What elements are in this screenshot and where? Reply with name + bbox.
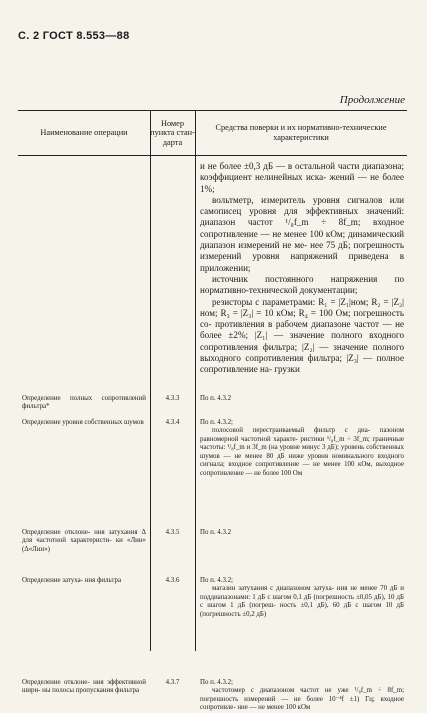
equipment-paragraph: По п. 4.3.2 <box>200 395 232 402</box>
equipment-cell <box>200 419 404 478</box>
clause-number: 4.3.3 <box>165 395 180 402</box>
equipment-paragraph: По п. 4.3.2; <box>200 679 233 686</box>
page-header: С. 2 ГОСТ 8.553—88 <box>18 30 130 42</box>
continued-equipment-cell <box>200 161 404 376</box>
equipment-cell <box>200 529 404 537</box>
column-header-equipment: Средства поверки и их нормативно-технические характеристики <box>215 123 387 142</box>
equipment-paragraph: полосовой перестраиваемый фильтр с диа- пазоном равномерной частотной характе- ристики ¹/₈f_m ÷ 3f_m; граничные частоты: ¹/₈f_m и 3f_m (на уровне минус 3 дБ); уровень собственных шумов — не менее 80 дБ ниже уровня номинального входного сигнала; входное сопротивление — не менее 100 кОм, выходное сопротивление — не более 100 Ом <box>200 427 404 477</box>
equipment-cell <box>200 395 404 403</box>
operation-name: Определение отклоне- ния эффективной шири- ны полосы пропускания фильтра <box>22 679 146 695</box>
equipment-paragraph: вольтметр, измеритель уровня сигналов или самописец уровня для эффективных значений: диапазон частот ¹/₈f_m ÷ 8f_m; входное сопротивление — не менее 100 кОм; динамический диапазон измерений не ме- нее 75 дБ; погрешность измерений уровня напряжений приведена в приложении; <box>200 194 404 273</box>
requirements-table <box>18 110 407 712</box>
clause-number: 4.3.4 <box>165 419 180 426</box>
operation-name: Определение затуха- ния фильтра <box>22 577 122 584</box>
column-header-operation: Наименование операции <box>40 128 128 138</box>
clause-number: 4.3.6 <box>165 577 180 584</box>
equipment-paragraph: магазин затухания с диапазоном затуха- ния не менее 70 дБ и поддиапазонами: 1 дБ с шагом 0,1 дБ (погрешность ±0,05 дБ), 10 дБ с шагом 1 дБ (погреш- ность ±0,1 дБ), 60 дБ с шагом 10 дБ (погрешность ±0,2 дБ) <box>200 585 404 618</box>
continuation-label: Продолжение <box>339 94 405 106</box>
header-divider <box>18 155 407 156</box>
operation-name: Определение отклоне- ния затухания Δ для частотной характеристи- ки «Лин» (Δ«Лин») <box>22 529 146 553</box>
equipment-paragraph: источник постоянного напряжения по нормативно-технической документации; <box>200 273 404 296</box>
equipment-paragraph: По п. 4.3.2; <box>200 577 233 584</box>
equipment-paragraph: По п. 4.3.2; <box>200 419 233 426</box>
equipment-paragraph: частотомер с диапазоном частот не уже ¹/₈f_m ÷ 8f_m; погрешность измерений — не более 10⁻⁴f ±1) Гц; входное сопротивле- ние — не менее 100 кОм <box>200 687 404 712</box>
operation-name: Определение уровня собственных шумов <box>22 419 144 426</box>
equipment-cell <box>200 679 404 713</box>
clause-number: 4.3.5 <box>165 529 180 536</box>
operation-name: Определение полных сопротивлений фильтра* <box>22 395 146 411</box>
column-header-clause: Номер пункта стан- дарта <box>150 118 195 147</box>
column-divider <box>195 111 196 651</box>
equipment-paragraph: По п. 4.3.2 <box>200 529 232 536</box>
column-divider <box>150 111 151 651</box>
clause-number: 4.3.7 <box>165 679 180 686</box>
equipment-paragraph: резисторы с параметрами: R₁ = |Z₁|ном; R₂ = |Z₂|ном; R₃ = |Z₃| = 10 кОм; R₄ = 100 Ом; погрешность со- противления в рабочем диапазоне частот — не более ±2%; |Z₁| — значение полного входного сопротивления фильтра; |Z₂| — значение полного выходного сопротивления фильтра; |Z₃| — полное сопротивление на- грузки <box>200 296 404 375</box>
equipment-paragraph: и не более ±0,3 дБ — в остальной части диапазона; коэффициент нелинейных иска- жений — не более 1%; <box>200 161 404 194</box>
equipment-cell <box>200 577 404 619</box>
